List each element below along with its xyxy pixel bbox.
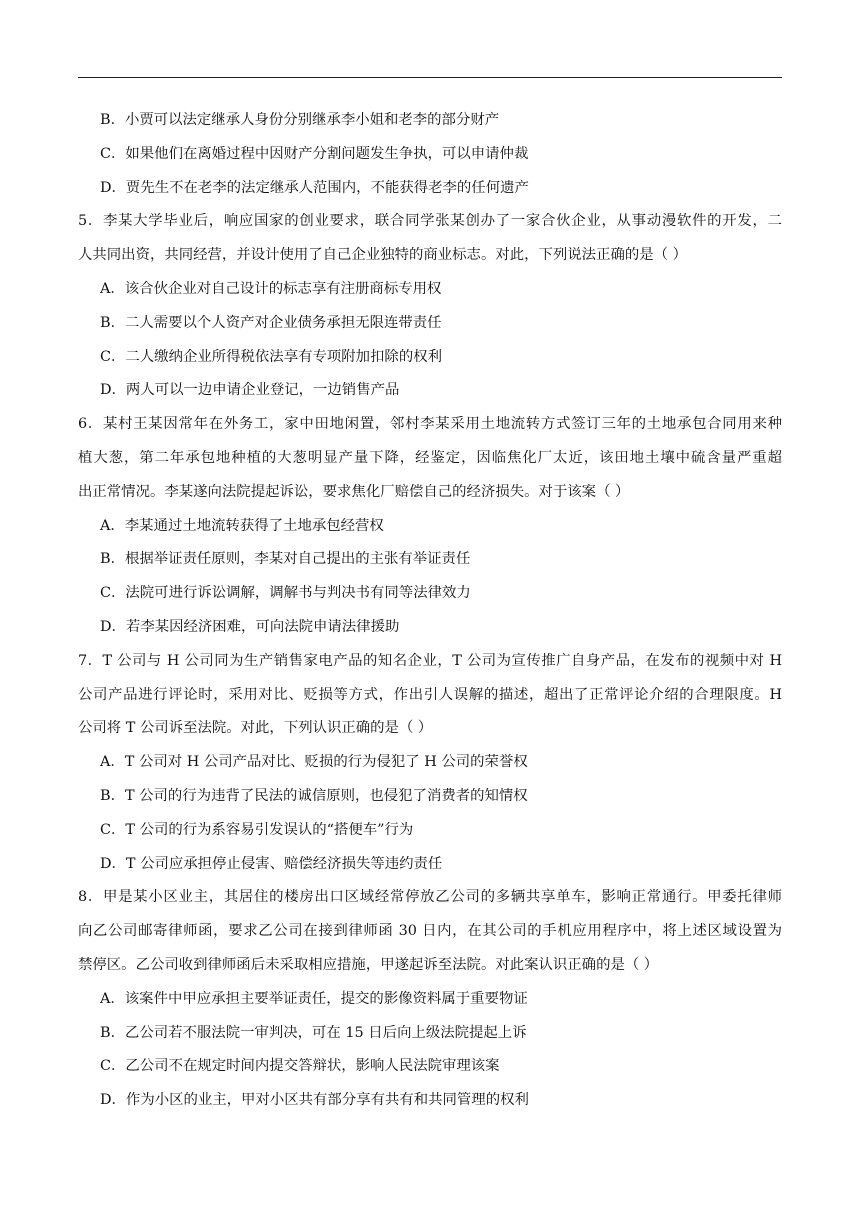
question-stem-line: 禁停区。乙公司收到律师函后未采取相应措施，甲遂起诉至法院。对此案认识正确的是（ ） [78,956,659,973]
option-d: D．贾先生不在老李的法定继承人范围内，不能获得老李的任何遗产 [100,179,529,196]
question-stem-line: 出正常情况。李某遂向法院提起诉讼，要求焦化厂赔偿自己的经济损失。对于该案（ ） [78,483,630,500]
option-d: D．若李某因经济困难，可向法院申请法律援助 [100,618,400,635]
option-b: B．根据举证责任原则，李某对自己提出的主张有举证责任 [100,551,471,568]
question-stem-line: 人共同出资，共同经营，并设计使用了自己企业独特的商业标志。对此，下列说法正确的是（ ） [78,247,687,264]
option-a: A．该案件中甲应承担主要举证责任，提交的影像资料属于重要物证 [100,990,528,1007]
option-b: B．T 公司的行为违背了民法的诚信原则，也侵犯了消费者的知情权 [100,787,528,804]
option-d: D．T 公司应承担停止侵害、赔偿经济损失等违约责任 [100,855,443,872]
option-c: C．T 公司的行为系容易引发误认的“搭便车”行为 [100,821,414,838]
option-a: A．T 公司对 H 公司产品对比、贬损的行为侵犯了 H 公司的荣誉权 [100,754,528,771]
question-stem-line: 8．甲是某小区业主，其居住的楼房出口区域经常停放乙公司的多辆共享单车，影响正常通行。甲委托律师 [78,889,782,906]
option-b: B．二人需要以个人资产对企业债务承担无限连带责任 [100,314,442,331]
option-b: B．乙公司若不服法院一审判决，可在 15 日后向上级法院提起上诉 [100,1024,527,1041]
question-5 [78,205,782,408]
previous-question-options [78,104,782,205]
question-stem-line: 向乙公司邮寄律师函，要求乙公司在接到律师函 30 日内，在其公司的手机应用程序中，将上述区域设置为 [78,923,782,940]
question-stem-line: 公司将 T 公司诉至法院。对此，下列认识正确的是（ ） [78,720,433,737]
option-c: C．如果他们在离婚过程中因财产分割问题发生争执，可以申请仲裁 [100,145,529,162]
option-d: D．两人可以一边申请企业登记，一边销售产品 [100,382,400,399]
question-stem-line: 5．李某大学毕业后，响应国家的创业要求，联合同学张某创办了一家合伙企业，从事动漫软件的开发，二 [78,213,782,230]
option-c: C．法院可进行诉讼调解，调解书与判决书有同等法律效力 [100,585,471,602]
page-content [78,104,782,1118]
option-a: A．李某通过土地流转获得了土地承包经营权 [100,517,384,534]
question-stem-line: 公司产品进行评论时，采用对比、贬损等方式，作出引人误解的描述，超出了正常评论介绍的合理限度。H [78,686,782,703]
question-stem-line: 植大葱，第二年承包地种植的大葱明显产量下降，经鉴定，因临焦化厂太近，该田地土壤中硫含量严重超 [78,449,782,466]
question-8 [78,881,782,1118]
option-c: C．乙公司不在规定时间内提交答辩状，影响人民法院审理该案 [100,1058,500,1075]
header-rule [78,77,782,78]
question-stem-line: 7．T 公司与 H 公司同为生产销售家电产品的知名企业，T 公司为宣传推广自身产品，在发布的视频中对 H [78,652,782,669]
question-6 [78,408,782,645]
option-c: C．二人缴纳企业所得税依法享有专项附加扣除的权利 [100,348,442,365]
question-7 [78,645,782,882]
option-b: B．小贾可以法定继承人身份分别继承李小姐和老李的部分财产 [100,112,500,128]
option-a: A．该合伙企业对自己设计的标志享有注册商标专用权 [100,280,442,297]
option-d: D．作为小区的业主，甲对小区共有部分享有共有和共同管理的权利 [100,1092,529,1109]
question-stem-line: 6．某村王某因常年在外务工，家中田地闲置，邻村李某采用土地流转方式签订三年的土地承包合同用来种 [78,416,782,433]
